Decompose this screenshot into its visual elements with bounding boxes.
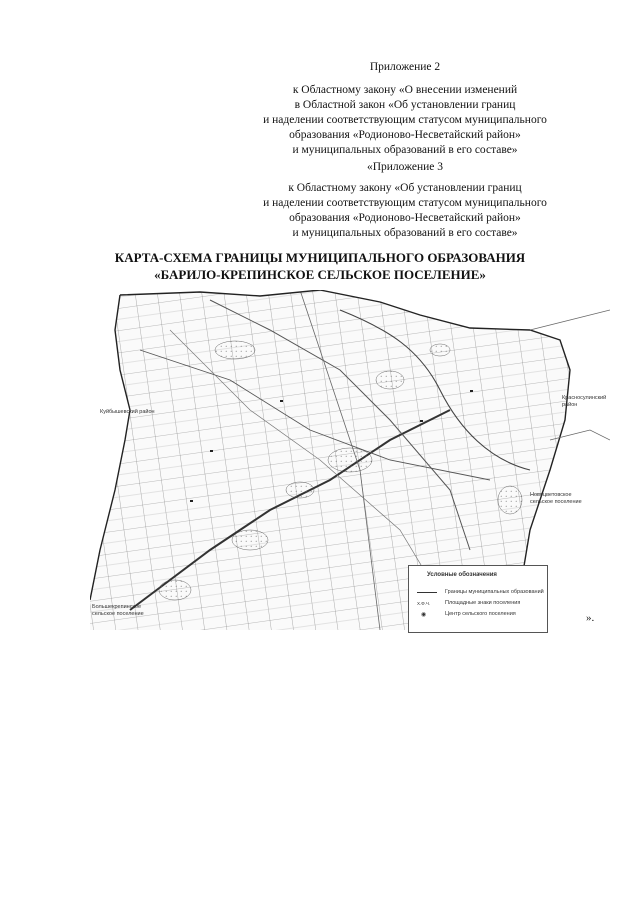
map-label-bolshekrepinskoe: Большекрепинское сельское поселение [92, 604, 144, 617]
appendix-2-line: и муниципальных образований в его составе» [292, 144, 518, 156]
map-title-line-1: КАРТА-СХЕМА ГРАНИЦЫ МУНИЦИПАЛЬНОГО ОБРАЗОВАНИЯ [114, 250, 526, 265]
appendix-2-title: Приложение 2 [369, 61, 441, 73]
appendix-3-title: «Приложение 3 [366, 161, 444, 173]
legend-item-label: Центр сельского поселения [445, 611, 516, 617]
appendix-2-line: и наделении соответствующим статусом муниципального [263, 114, 547, 126]
appendix-3-header [240, 160, 570, 241]
map-legend [408, 565, 548, 633]
boundary-line-symbol [417, 592, 437, 593]
appendix-2-header [240, 60, 570, 158]
legend-item [417, 588, 544, 596]
map-label-krasnosulinsky: Красносулинский район [562, 395, 607, 408]
settlement-symbol: Х.Ф.Ч. [417, 600, 431, 606]
map-title [60, 249, 580, 283]
legend-item-label: Границы муниципальных образований [445, 589, 544, 595]
appendix-2-line: образования «Родионово-Несветайский район» [289, 129, 521, 141]
map-label-kuibyshevsky: Куйбышевский район [100, 409, 155, 415]
center-dot-icon: ◉ [421, 611, 427, 618]
appendix-2-line: в Областной закон «Об установлении границ [294, 99, 516, 111]
map-label-novotsvetovskoe: Новоцветовское сельское поселение [530, 492, 582, 505]
appendix-3-line: образования «Родионово-Несветайский район» [289, 212, 521, 224]
legend-title: Условные обозначения [427, 572, 497, 578]
appendix-2-line: к Областному закону «О внесении изменений [292, 84, 518, 96]
closing-quote: ». [586, 612, 595, 624]
appendix-3-line: к Областному закону «Об установлении границ [288, 182, 522, 194]
appendix-3-line: и наделении соответствующим статусом муниципального [263, 197, 547, 209]
legend-item-label: Площадные знаки поселения [445, 600, 521, 606]
map-title-line-2: «БАРИЛО-КРЕПИНСКОЕ СЕЛЬСКОЕ ПОСЕЛЕНИЕ» [154, 267, 486, 282]
legend-item [417, 610, 516, 618]
legend-item [417, 599, 520, 607]
appendix-3-line: и муниципальных образований в его составе» [292, 227, 518, 239]
